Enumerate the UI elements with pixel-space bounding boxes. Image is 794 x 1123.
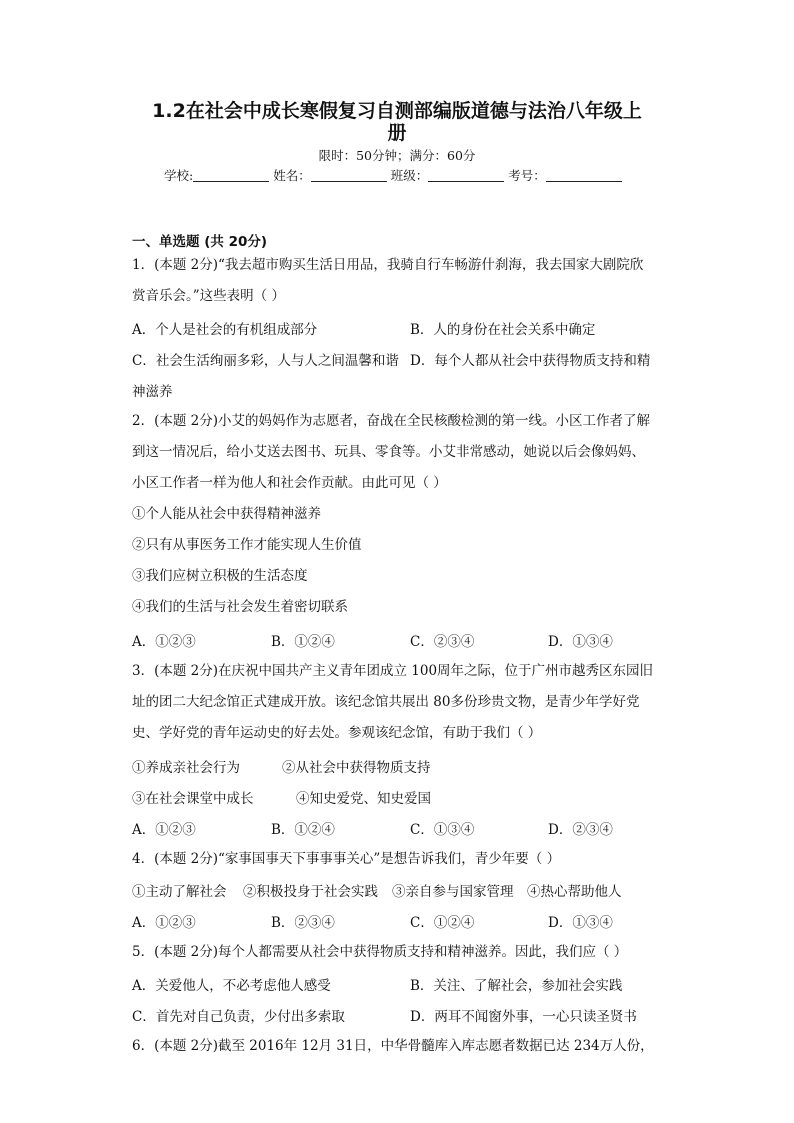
- q3-stem-line3: 史、学好党的青年运动史的好去处。参观该纪念馆，有助于我们（ ）: [132, 725, 542, 741]
- name-blank[interactable]: [311, 169, 387, 182]
- school-label: 学校:: [164, 168, 194, 183]
- q5-option-c[interactable]: C．首先对自己负责，少付出多索取: [132, 1009, 345, 1025]
- q3-option-d[interactable]: D．②③④: [548, 822, 613, 838]
- name-label: 姓名：: [273, 168, 311, 183]
- time-limit: 限时：50分钟；满分：60分: [318, 148, 476, 163]
- q3-stem-line2: 址的团二大纪念馆正式建成开放。该纪念馆共展出 80多份珍贵文物，是青少年学好党: [132, 694, 640, 710]
- q5-option-d[interactable]: D．两耳不闻窗外事，一心只读圣贤书: [410, 1009, 637, 1025]
- q2-statement-1: ①个人能从社会中获得精神滋养: [132, 506, 321, 522]
- q4-statement-2: ②积极投身于社会实践: [243, 884, 378, 900]
- q4-option-d[interactable]: D．①③④: [548, 915, 613, 931]
- q4-option-b[interactable]: B．②③④: [271, 915, 335, 931]
- q3-statement-4: ④知史爱党、知史爱国: [296, 791, 431, 807]
- q1-option-c[interactable]: C．社会生活绚丽多彩，人与人之间温馨和谐: [132, 353, 399, 369]
- school-blank[interactable]: [193, 169, 269, 182]
- q6-stem-line1: 6．(本题 2分)截至 2016年 12月 31日，中华骨髓库入库志愿者数据已达 234万人份，: [132, 1038, 654, 1054]
- q4-statement-4: ④热心帮助他人: [527, 884, 622, 900]
- q4-option-a[interactable]: A．①②③: [132, 915, 196, 931]
- number-label: 考号：: [508, 168, 546, 183]
- q3-option-a[interactable]: A．①②③: [132, 822, 196, 838]
- q1-option-d[interactable]: D．每个人都从社会中获得物质支持和精: [410, 353, 651, 369]
- section-title: 一、单选题 (共 20分): [132, 234, 268, 250]
- q2-option-b[interactable]: B．①②④: [271, 634, 335, 650]
- class-label: 班级：: [390, 168, 429, 183]
- q5-stem-line1: 5．(本题 2分)每个人都需要从社会中获得物质支持和精神滋养。因此，我们应（ ）: [132, 944, 628, 960]
- q2-stem-line1: 2．(本题 2分)小艾的妈妈作为志愿者，奋战在全民核酸检测的第一线。小区工作者了解: [132, 413, 651, 429]
- q1-option-d-cont: 神滋养: [132, 384, 173, 400]
- q3-statement-3: ③在社会课堂中成长: [132, 791, 254, 807]
- q4-option-c[interactable]: C．①②④: [410, 915, 475, 931]
- q2-option-d[interactable]: D．①③④: [548, 634, 613, 650]
- q3-option-c[interactable]: C．①③④: [410, 822, 475, 838]
- q2-option-c[interactable]: C．②③④: [410, 634, 475, 650]
- q2-option-a[interactable]: A．①②③: [132, 634, 196, 650]
- q4-stem-line1: 4．(本题 2分)“家事国事天下事事事关心”是想告诉我们，青少年要（ ）: [132, 851, 561, 867]
- q1-option-a[interactable]: A．个人是社会的有机组成部分: [132, 322, 318, 338]
- number-blank[interactable]: [546, 169, 622, 182]
- q4-statement-3: ③亲自参与国家管理: [392, 884, 514, 900]
- q3-stem-line1: 3．(本题 2分)在庆祝中国共产主义青年团成立 100周年之际，位于广州市越秀区东园旧: [132, 663, 654, 679]
- q2-stem-line2: 到这一情况后，给小艾送去图书、玩具、零食等。小艾非常感动，她说以后会像妈妈、: [132, 444, 645, 460]
- q2-statement-2: ②只有从事医务工作才能实现人生价值: [132, 537, 362, 553]
- q5-option-b[interactable]: B．关注、了解社会，参加社会实践: [410, 978, 623, 994]
- q3-statement-1: ①养成亲社会行为: [132, 760, 240, 776]
- student-info-row: [164, 166, 622, 184]
- exam-title-line1: 1.2在社会中成长寒假复习自测部编版道德与法治八年级上: [152, 100, 642, 122]
- exam-title-line2: 册: [387, 122, 407, 144]
- q3-option-b[interactable]: B．①②④: [271, 822, 335, 838]
- q2-statement-4: ④我们的生活与社会发生着密切联系: [132, 599, 348, 615]
- q5-option-a[interactable]: A．关爱他人，不必考虑他人感受: [132, 978, 331, 994]
- q1-stem-line1: 1．(本题 2分)“我去超市购买生活日用品，我骑自行车畅游什刹海，我去国家大剧院欣: [132, 257, 644, 273]
- q3-statement-2: ②从社会中获得物质支持: [282, 760, 431, 776]
- class-blank[interactable]: [428, 169, 504, 182]
- q4-statement-1: ①主动了解社会: [132, 884, 227, 900]
- q2-statement-3: ③我们应树立积极的生活态度: [132, 568, 308, 584]
- q1-stem-line2: 赏音乐会。”这些表明（ ）: [132, 288, 285, 304]
- q2-stem-line3: 小区工作者一样为他人和社会作贡献。由此可见（ ）: [132, 475, 447, 491]
- q1-option-b[interactable]: B．人的身份在社会关系中确定: [410, 322, 596, 338]
